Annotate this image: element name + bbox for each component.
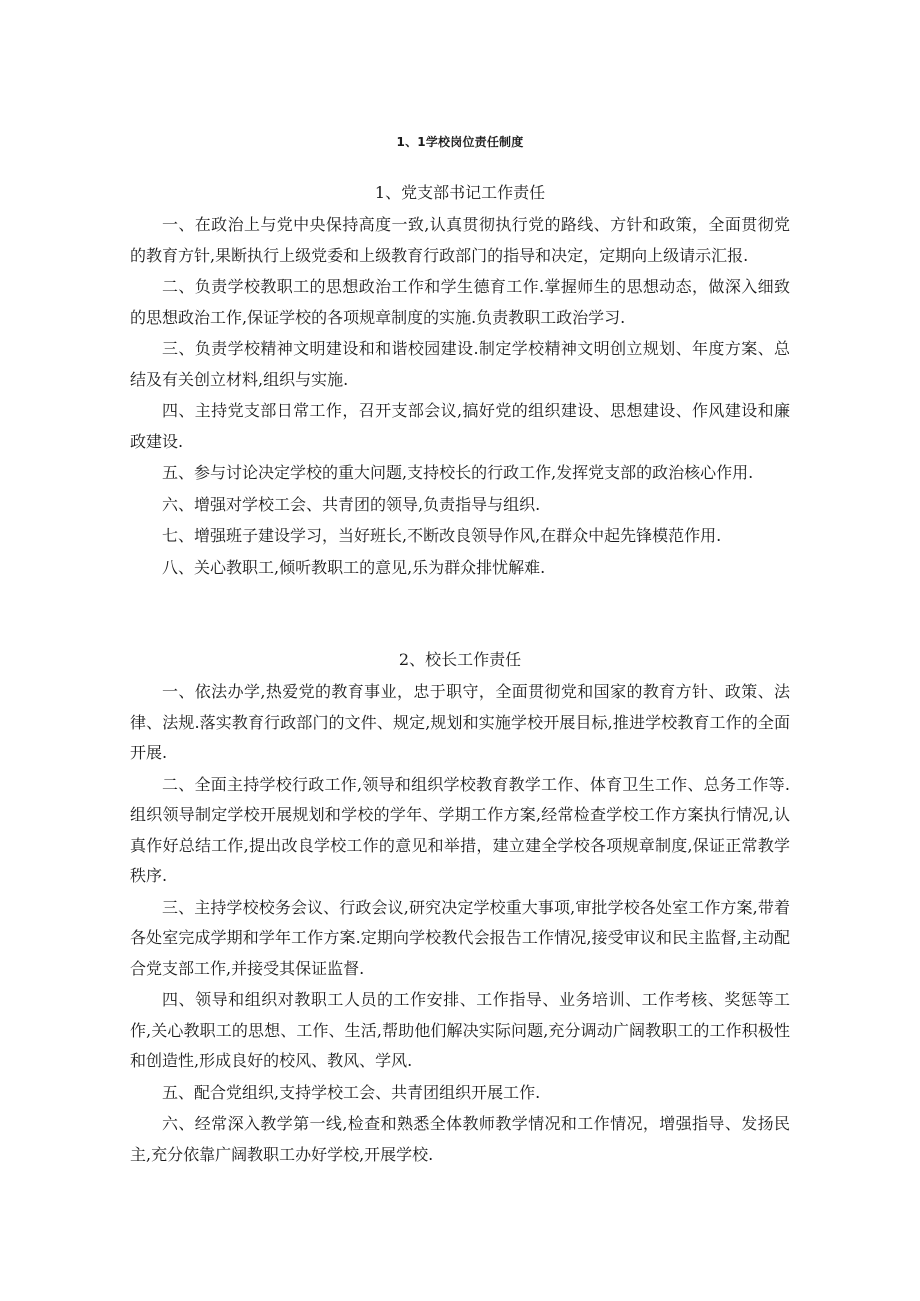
section-party-secretary xyxy=(130,178,790,584)
section-principal xyxy=(130,645,790,1171)
paragraph: 六、增强对学校工会、共青团的领导,负责指导与组织. xyxy=(162,494,541,514)
paragraph: 二、全面主持学校行政工作,领导和组织学校教育教学工作、体育卫生工作、总务工作等.组织领导制定学校开展规划和学校的学年、学期工作方案,经常检查学校工作方案执行情况,认真作好总结工作,提出改良学校工作的意见和举措，建立建全学校各项规章制度,保证正常教学秩序. xyxy=(130,774,790,885)
paragraph: 五、参与讨论决定学校的重大问题,支持校长的行政工作,发挥党支部的政治核心作用. xyxy=(162,463,754,482)
section-heading: 2、校长工作责任 xyxy=(398,650,522,669)
paragraph: 八、关心教职工,倾听教职工的意见,乐为群众排忧解难. xyxy=(162,557,546,577)
paragraph: 一、在政治上与党中央保持高度一致,认真贯彻执行党的路线、方针和政策，全面贯彻党的教育方针,果断执行上级党委和上级教育行政部门的指导和决定，定期向上级请示汇报. xyxy=(130,215,790,265)
paragraph: 三、主持学校校务会议、行政会议,研究决定学校重大事项,审批学校各处室工作方案,带着各处室完成学期和学年工作方案.定期向学校教代会报告工作情况,接受审议和民主监督,主动配合党支部工作,并接受其保证监督. xyxy=(130,897,790,978)
paragraph: 六、经常深入教学第一线,检查和熟悉全体教师教学情况和工作情况，增强指导、发扬民主,充分依靠广阔教职工办好学校,开展学校. xyxy=(130,1114,790,1164)
paragraph: 七、增强班子建设学习，当好班长,不断改良领导作风,在群众中起先锋模范作用. xyxy=(162,526,722,545)
paragraph: 三、负责学校精神文明建设和和谐校园建设.制定学校精神文明创立规划、年度方案、总结及有关创立材料,组织与实施. xyxy=(130,339,790,389)
paragraph: 二、负责学校教职工的思想政治工作和学生德育工作.掌握师生的思想动态，做深入细致的思想政治工作,保证学校的各项规章制度的实施.负责教职工政治学习. xyxy=(130,277,790,327)
section-heading: 1、党支部书记工作责任 xyxy=(374,183,546,202)
paragraph: 一、依法办学,热爱党的教育事业，忠于职守，全面贯彻党和国家的教育方针、政策、法律、法规.落实教育行政部门的文件、规定,规划和实施学校开展目标,推进学校教育工作的全面开展. xyxy=(130,682,790,762)
document-title: 1、1学校岗位责任制度 xyxy=(396,135,524,149)
paragraph: 四、主持党支部日常工作，召开支部会议,搞好党的组织建设、思想建设、作风建设和廉政建设. xyxy=(130,401,790,451)
paragraph: 四、领导和组织对教职工人员的工作安排、工作指导、业务培训、工作考核、奖惩等工作,关心教职工的思想、工作、生活,帮助他们解决实际问题,充分调动广阔教职工的工作积极性和创造性,形成良好的校风、教风、学风. xyxy=(130,990,790,1070)
paragraph: 五、配合党组织,支持学校工会、共青团组织开展工作. xyxy=(162,1082,541,1102)
